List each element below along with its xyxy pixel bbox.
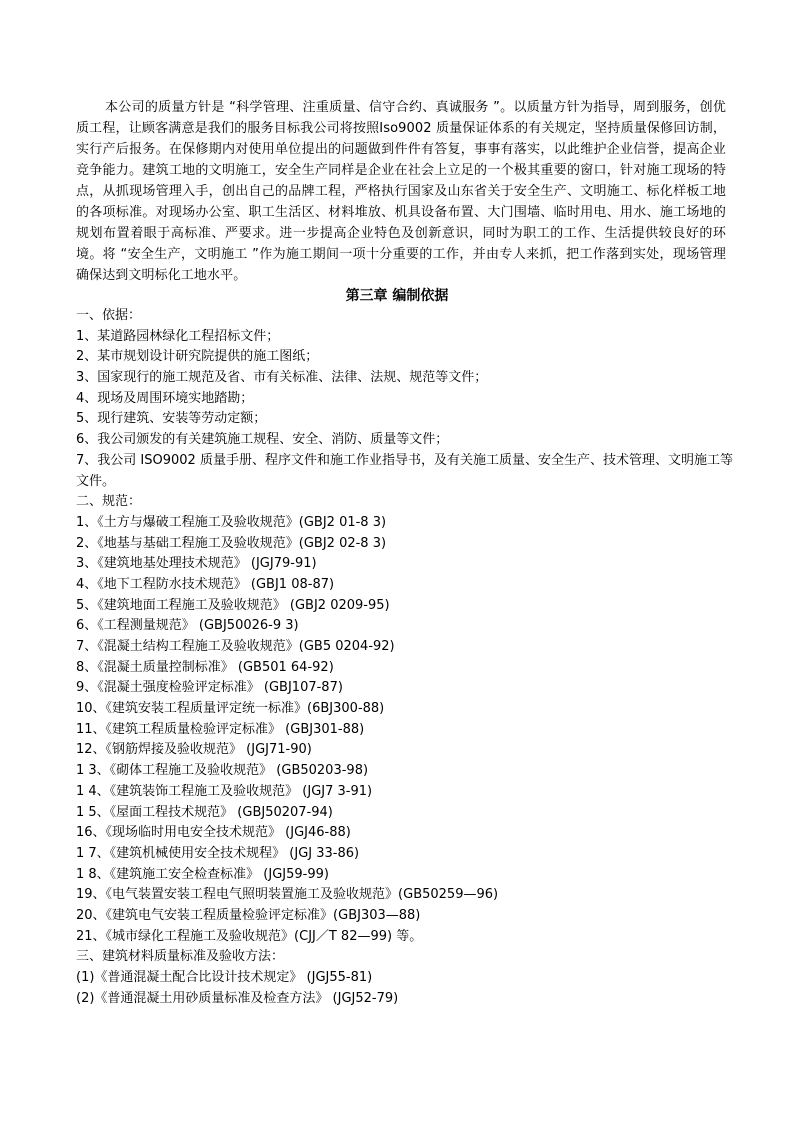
list-item: 4、《地下工程防水技术规范》 (GBJ1 08-87) xyxy=(76,576,335,592)
list-item: 1 4、《建筑装饰工程施工及验收规范》 (JGJ7 3-91) xyxy=(76,783,373,799)
section-heading-materials: 三、建筑材料质量标准及验收方法： xyxy=(76,949,285,965)
list-item: 3、《建筑地基处理技术规范》 (JGJ79-91) xyxy=(76,556,317,572)
list-item: 10、《建筑安装工程质量评定统一标准》(6BJ300-88) xyxy=(76,701,385,717)
list-item: 1 5、《屋面工程技术规范》 (GBJ50207-94) xyxy=(76,804,333,820)
list-item: 2、某市规划设计研究院提供的施工图纸； xyxy=(76,349,319,365)
list-item: (1)《普通混凝土配合比设计技术规定》 (JGJ55-81) xyxy=(76,970,373,986)
list-item: 11、《建筑工程质量检验评定标准》 (GBJ301-88) xyxy=(76,721,365,737)
list-item: 5、现行建筑、安装等劳动定额； xyxy=(76,411,267,427)
list-item: 5、《建筑地面工程施工及验收规范》 (GBJ2 0209-95) xyxy=(76,597,390,613)
list-item: 6、我公司颁发的有关建筑施工规程、安全、消防、质量等文件； xyxy=(76,432,449,448)
list-item: 8、《混凝土质量控制标准》 (GB501 64-92) xyxy=(76,659,334,675)
list-item: 9、《混凝土强度检验评定标准》 (GBJ107-87) xyxy=(76,680,343,696)
list-item: 1 8、《建筑施工安全检查标准》 (JGJ59-99) xyxy=(76,866,329,882)
list-item: 7、我公司 ISO9002 质量手册、程序文件和施工作业指导书，及有关施工质量、安全生产、技术管理、文明施工等文件。 xyxy=(76,452,733,489)
list-item: 1、某道路园林绿化工程招标文件； xyxy=(76,328,280,344)
list-item: (2)《普通混凝土用砂质量标准及检查方法》 (JGJ52-79) xyxy=(76,990,399,1006)
list-item: 12、《钢筋焊接及验收规范》 (JGJ71-90) xyxy=(76,742,312,758)
intro-paragraph: 本公司的质量方针是 “科学管理、注重质量、信守合约、真诚服务 ”。以质量方针为指导，周到服务，创优质工程，让顾客满意是我们的服务目标我公司将按照Iso9002 质量保证体系的有关规定，坚持质量保修回访制，实行产后报务。在保修期内对使用单位提出的问题做到件件有答复，事事有落实，以此维护企业信誉，提高企业竞争能力。建筑工地的文明施工，安全生产同样是企业在社会上立足的一个极其重要的窗口，针对施工现场的特点，从抓现场管理入手，创出自己的品牌工程，严格执行国家及山东省关于安全生产、文明施工、标化样板工地的各项标准。对现场办公室、职工生活区、材料堆放、机具设备布置、大门围墙、临时用电、用水、施工场地的规划布置着眼于高标准、严要求。进一步提高企业特色及创新意识，同时为职工的工作、生活提供较良好的环境。将 “安全生产，文明施工 ”作为施工期间一项十分重要的工作，并由专人来抓，把工作落到实处，现场管理确保达到文明标化工地水平。 xyxy=(76,100,726,283)
list-item: 2、《地基与基础工程施工及验收规范》(GBJ2 02-8 3) xyxy=(76,535,387,551)
list-item: 3、国家现行的施工规范及省、市有关标准、法律、法规、规范等文件； xyxy=(76,370,488,386)
list-item: 1、《土方与爆破工程施工及验收规范》(GBJ2 01-8 3) xyxy=(76,514,387,530)
list-item: 6、《工程测量规范》 (GBJ50026-9 3) xyxy=(76,618,299,634)
chapter-title: 第三章 编制依据 xyxy=(345,288,449,304)
list-item: 4、现场及周围环境实地踏勘； xyxy=(76,390,254,406)
basis-list xyxy=(76,306,736,1009)
list-item: 1 7、《建筑机械使用安全技术规程》 (JGJ 33-86) xyxy=(76,845,360,861)
list-item: 21、《城市绿化工程施工及验收规范》(CJJ／T 82—99) 等。 xyxy=(76,928,423,944)
intro-section xyxy=(76,97,726,286)
list-item: 1 3、《砌体工程施工及验收规范》 (GB50203-98) xyxy=(76,763,369,779)
list-item: 20、《建筑电气安装工程质量检验评定标准》(GBJ303—88) xyxy=(76,907,421,923)
list-item: 16、《现场临时用电安全技术规范》 (JGJ46-88) xyxy=(76,825,351,841)
list-item: 19、《电气装置安装工程电气照明装置施工及验收规范》(GB50259—96) xyxy=(76,887,499,903)
section-heading-standards: 二、规范： xyxy=(76,494,142,510)
section-heading-basis: 一、依据： xyxy=(76,308,142,323)
list-item: 7、《混凝土结构工程施工及验收规范》(GB5 0204-92) xyxy=(76,639,395,655)
